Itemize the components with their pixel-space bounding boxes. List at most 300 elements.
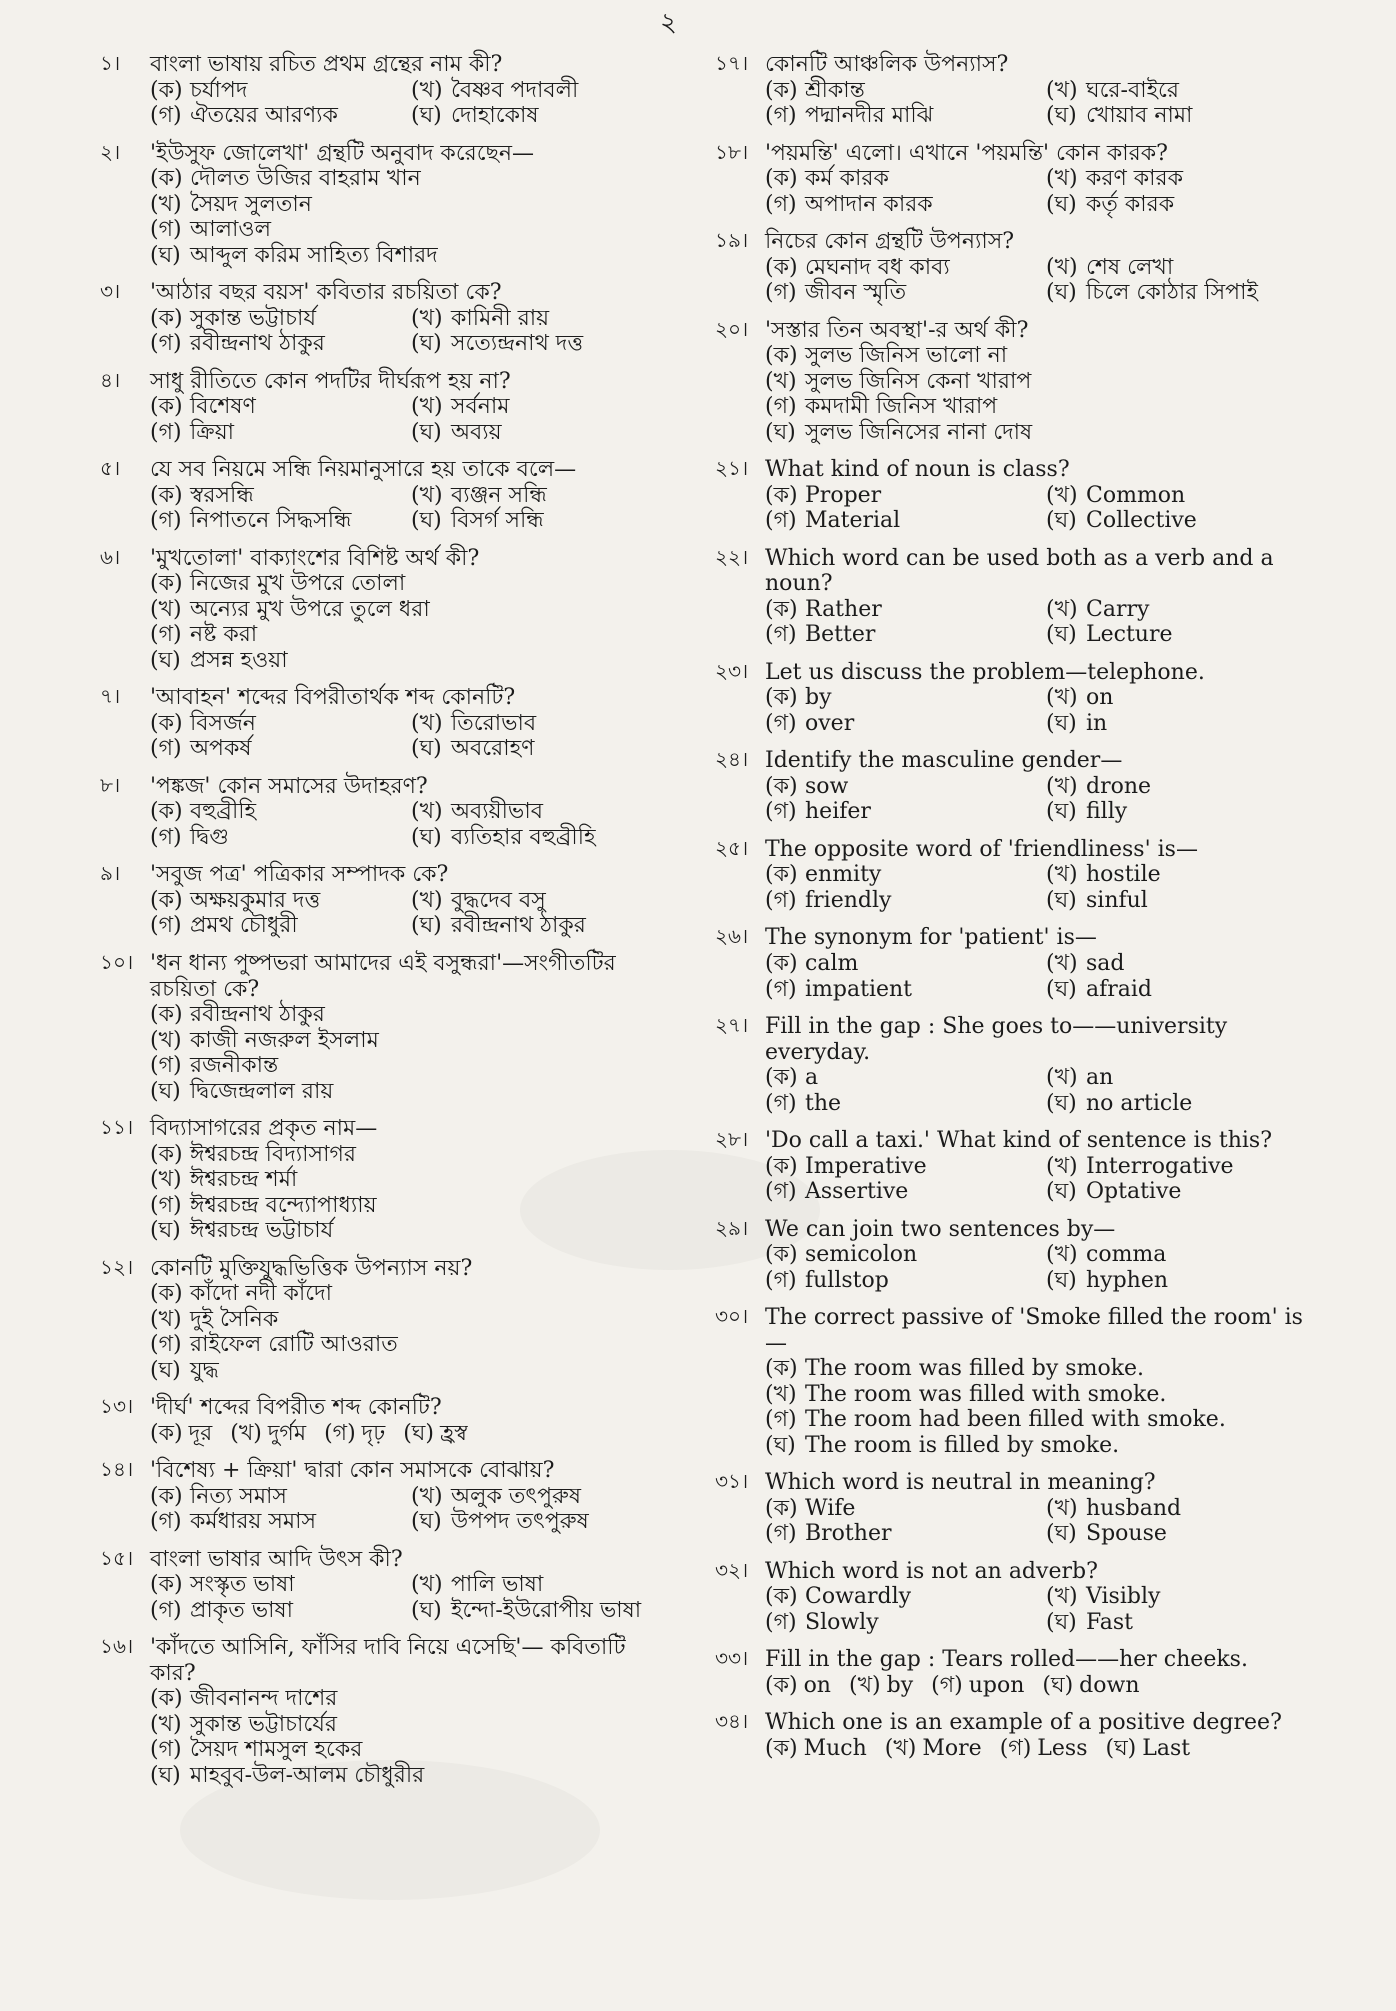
answer-options xyxy=(765,1242,1315,1293)
option-text: নিজের মুখ উপরে তোলা xyxy=(190,571,406,597)
answer-option[interactable] xyxy=(765,1065,1034,1091)
answer-option[interactable] xyxy=(765,369,1315,395)
answer-option[interactable] xyxy=(765,951,1034,977)
answer-option[interactable] xyxy=(1046,1065,1315,1091)
question-body xyxy=(765,546,1315,648)
question-number: ২১। xyxy=(715,456,749,481)
answer-option[interactable] xyxy=(411,306,660,332)
question-stem: বাংলা ভাষার আদি উৎস কী? xyxy=(150,1546,403,1572)
option-text: পদ্মানদীর মাঝি xyxy=(805,103,934,129)
option-text: Wife xyxy=(805,1495,856,1521)
option-text: ঘরে-বাইরে xyxy=(1086,77,1179,103)
answer-option[interactable] xyxy=(150,736,399,762)
answer-option[interactable] xyxy=(403,1421,467,1447)
answer-options xyxy=(150,711,660,762)
answer-option[interactable] xyxy=(150,1686,660,1712)
answer-options xyxy=(765,1673,1315,1699)
option-label: (খ) xyxy=(411,710,443,736)
answer-option[interactable] xyxy=(1046,685,1315,711)
answer-option[interactable] xyxy=(150,166,660,192)
question-number: ১। xyxy=(100,51,121,75)
answer-option[interactable] xyxy=(1046,1091,1315,1117)
answer-option[interactable] xyxy=(150,1193,660,1219)
option-label: (গ) xyxy=(765,1609,797,1635)
answer-option[interactable] xyxy=(150,1142,660,1168)
answer-option[interactable] xyxy=(150,1053,660,1079)
answer-options xyxy=(765,166,1315,217)
answer-option[interactable] xyxy=(765,343,1315,369)
answer-option[interactable] xyxy=(1046,1154,1315,1180)
answer-option[interactable] xyxy=(411,394,660,420)
answer-option[interactable] xyxy=(765,888,1034,914)
answer-option[interactable] xyxy=(765,1356,1315,1382)
answer-option[interactable] xyxy=(1046,597,1315,623)
answer-option[interactable] xyxy=(150,1332,660,1358)
answer-option[interactable] xyxy=(1046,1521,1315,1547)
question-item xyxy=(715,1559,1315,1636)
answer-options xyxy=(150,1484,660,1535)
question-item xyxy=(100,951,660,1104)
question-item xyxy=(100,862,660,939)
answer-option[interactable] xyxy=(1046,774,1315,800)
answer-option[interactable] xyxy=(765,420,1315,446)
option-label: (খ) xyxy=(1046,685,1078,711)
option-label: (ঘ) xyxy=(411,419,442,445)
option-text: The room had been filled with smoke. xyxy=(805,1407,1226,1433)
question-body xyxy=(765,229,1315,306)
answer-options xyxy=(765,1356,1315,1458)
answer-option[interactable] xyxy=(765,1382,1315,1408)
option-label: (ঘ) xyxy=(411,508,442,534)
question-number: ৩১। xyxy=(715,1469,749,1494)
answer-option[interactable] xyxy=(765,685,1034,711)
answer-option[interactable] xyxy=(1046,280,1315,306)
option-text: সুকান্ত ভট্টাচার্যের xyxy=(190,1711,337,1737)
question-stem: সাধু রীতিতে কোন পদটির দীর্ঘরূপ হয় না? xyxy=(150,368,511,394)
option-label: (খ) xyxy=(411,887,443,913)
option-text: তিরোভাব xyxy=(451,710,537,736)
option-text: অবরোহণ xyxy=(451,736,535,762)
answer-option[interactable] xyxy=(765,711,1034,737)
answer-option[interactable] xyxy=(411,508,660,534)
answer-option[interactable] xyxy=(765,1610,1034,1636)
answer-option[interactable] xyxy=(150,103,399,129)
answer-option[interactable] xyxy=(411,1484,660,1510)
option-text: জীবনানন্দ দাশের xyxy=(190,1686,338,1712)
option-text: দ্বিগু xyxy=(190,824,229,850)
option-text: ঈশ্বরচন্দ্র শর্মা xyxy=(190,1167,298,1193)
option-label: (গ) xyxy=(765,887,797,913)
option-text: শেষ লেখা xyxy=(1086,254,1174,280)
answer-option[interactable] xyxy=(150,1421,212,1447)
question-stem: বিদ্যাসাগরের প্রকৃত নাম— xyxy=(150,1116,378,1142)
answer-option[interactable] xyxy=(1042,1673,1139,1699)
option-label: (গ) xyxy=(150,419,182,445)
answer-option[interactable] xyxy=(1046,166,1315,192)
question-number: ২৩। xyxy=(715,658,749,683)
answer-option[interactable] xyxy=(150,648,660,674)
option-text: সুলভ জিনিসের নানা দোষ xyxy=(805,419,1033,445)
answer-option[interactable] xyxy=(150,217,660,243)
answer-option[interactable] xyxy=(765,483,1034,509)
answer-option[interactable] xyxy=(150,483,399,509)
option-label: (ক) xyxy=(765,1584,798,1610)
answer-option[interactable] xyxy=(765,255,1034,281)
answer-option[interactable] xyxy=(1046,977,1315,1003)
question-stem: Which word is neutral in meaning? xyxy=(765,1470,1156,1496)
answer-option[interactable] xyxy=(150,1572,399,1598)
answer-option[interactable] xyxy=(765,103,1034,129)
answer-option[interactable] xyxy=(1046,1242,1315,1268)
option-text: Less xyxy=(1037,1735,1088,1761)
answer-option[interactable] xyxy=(150,78,399,104)
answer-option[interactable] xyxy=(1046,711,1315,737)
answer-option[interactable] xyxy=(150,1598,399,1624)
answer-option[interactable] xyxy=(150,1358,660,1384)
answer-option[interactable] xyxy=(150,1028,660,1054)
answer-option[interactable] xyxy=(765,597,1034,623)
answer-option[interactable] xyxy=(411,103,660,129)
question-body xyxy=(150,774,660,851)
option-label: (গ) xyxy=(765,1407,797,1433)
option-text: by xyxy=(886,1672,914,1698)
answer-option[interactable] xyxy=(150,1712,660,1738)
option-text: প্রাকৃত ভাষা xyxy=(190,1597,293,1623)
option-label: (ঘ) xyxy=(411,103,442,129)
option-text: fullstop xyxy=(805,1267,889,1293)
option-text: Collective xyxy=(1086,508,1197,534)
answer-option[interactable] xyxy=(150,331,399,357)
answer-option[interactable] xyxy=(411,331,660,357)
question-body xyxy=(150,457,660,534)
answer-option[interactable] xyxy=(411,888,660,914)
question-stem: The synonym for 'patient' is— xyxy=(765,925,1097,951)
question-stem: Identify the masculine gender— xyxy=(765,748,1123,774)
answer-option[interactable] xyxy=(1046,1496,1315,1522)
option-text: comma xyxy=(1086,1242,1167,1268)
option-label: (ক) xyxy=(765,773,798,799)
option-text: Assertive xyxy=(805,1179,909,1205)
answer-option[interactable] xyxy=(1046,951,1315,977)
answer-option[interactable] xyxy=(1046,508,1315,534)
answer-option[interactable] xyxy=(1046,1179,1315,1205)
answer-option[interactable] xyxy=(765,1584,1034,1610)
option-text: Spouse xyxy=(1086,1521,1167,1547)
option-label: (ঘ) xyxy=(1046,976,1077,1002)
option-text: Imperative xyxy=(805,1153,927,1179)
question-number: ২২। xyxy=(715,544,749,569)
question-body xyxy=(150,280,660,357)
option-text: অক্ষয়কুমার দত্ত xyxy=(190,887,321,913)
option-label: (ক) xyxy=(765,685,798,711)
answer-option[interactable] xyxy=(150,888,399,914)
answer-option[interactable] xyxy=(931,1673,1024,1699)
question-body xyxy=(765,748,1315,825)
option-label: (গ) xyxy=(324,1420,356,1446)
answer-option[interactable] xyxy=(411,799,660,825)
option-label: (গ) xyxy=(999,1735,1032,1761)
answer-option[interactable] xyxy=(1106,1736,1191,1762)
option-text: ব্যঞ্জন সন্ধি xyxy=(451,482,547,508)
question-number: ১২। xyxy=(100,1254,134,1279)
answer-option[interactable] xyxy=(150,1737,660,1763)
option-label: (গ) xyxy=(150,1053,182,1079)
option-text: ঈশ্বরচন্দ্র ভট্টাচার্য xyxy=(190,1218,334,1244)
answer-option[interactable] xyxy=(765,1736,867,1762)
answer-option[interactable] xyxy=(411,420,660,446)
option-label: (ঘ) xyxy=(1046,1179,1077,1205)
question-body xyxy=(765,1647,1315,1698)
answer-option[interactable] xyxy=(150,306,399,332)
option-text: নিত্য সমাস xyxy=(190,1483,287,1509)
option-label: (খ) xyxy=(411,1572,443,1598)
question-body xyxy=(765,837,1315,914)
option-text: কাঁদো নদী কাঁদো xyxy=(190,1281,333,1307)
answer-option[interactable] xyxy=(324,1421,385,1447)
question-item xyxy=(100,369,660,446)
answer-option[interactable] xyxy=(411,1572,660,1598)
question-number: ৪। xyxy=(100,367,121,392)
answer-option[interactable] xyxy=(150,1763,660,1789)
answer-option[interactable] xyxy=(1046,255,1315,281)
answer-option[interactable] xyxy=(765,1091,1034,1117)
answer-option[interactable] xyxy=(765,1433,1315,1459)
option-text: hostile xyxy=(1086,862,1161,888)
question-stem: 'বিশেষ্য + ক্রিয়া' দ্বারা কোন সমাসকে বোঝায়? xyxy=(150,1458,555,1484)
answer-option[interactable] xyxy=(150,508,399,534)
option-label: (ঘ) xyxy=(1046,103,1077,129)
answer-option[interactable] xyxy=(765,774,1034,800)
answer-option[interactable] xyxy=(765,1268,1034,1294)
option-label: (ঘ) xyxy=(411,331,442,357)
answer-option[interactable] xyxy=(1000,1736,1088,1762)
option-text: Visibly xyxy=(1086,1584,1161,1610)
answer-option[interactable] xyxy=(150,799,399,825)
answer-option[interactable] xyxy=(1046,799,1315,825)
answer-option[interactable] xyxy=(1046,483,1315,509)
question-stem: 'দীর্ঘ' শব্দের বিপরীত শব্দ কোনটি? xyxy=(150,1395,442,1421)
answer-option[interactable] xyxy=(765,192,1034,218)
option-label: (খ) xyxy=(411,799,443,825)
question-item xyxy=(715,318,1315,446)
question-number: ২। xyxy=(100,139,121,164)
answer-option[interactable] xyxy=(765,508,1034,534)
answer-option[interactable] xyxy=(1046,1584,1315,1610)
option-label: (গ) xyxy=(765,1179,797,1205)
answer-option[interactable] xyxy=(1046,1268,1315,1294)
option-text: শ্রীকান্ত xyxy=(805,77,865,103)
option-label: (খ) xyxy=(1046,1065,1078,1091)
question-item xyxy=(715,141,1315,218)
option-label: (গ) xyxy=(765,1521,797,1547)
answer-option[interactable] xyxy=(150,711,399,737)
answer-option[interactable] xyxy=(150,1167,660,1193)
answer-options xyxy=(765,774,1315,825)
answer-option[interactable] xyxy=(150,1079,660,1105)
question-number: ১৬। xyxy=(100,1634,134,1659)
question-item xyxy=(100,546,660,674)
answer-option[interactable] xyxy=(765,1673,831,1699)
answer-option[interactable] xyxy=(765,862,1034,888)
option-text: দুর্গম xyxy=(267,1420,307,1446)
option-text: impatient xyxy=(805,976,913,1002)
answer-option[interactable] xyxy=(150,622,660,648)
answer-option[interactable] xyxy=(1046,888,1315,914)
option-text: afraid xyxy=(1086,976,1153,1002)
answer-option[interactable] xyxy=(411,736,660,762)
option-label: (খ) xyxy=(1046,166,1078,192)
answer-option[interactable] xyxy=(230,1421,306,1447)
option-text: Better xyxy=(805,622,876,648)
option-label: (খ) xyxy=(1046,1242,1078,1268)
question-body xyxy=(765,1014,1315,1116)
answer-option[interactable] xyxy=(411,711,660,737)
option-text: চর্যাপদ xyxy=(190,77,248,103)
option-label: (ঘ) xyxy=(411,913,442,939)
answer-options xyxy=(150,166,660,268)
option-label: (খ) xyxy=(411,1483,443,1509)
right-column xyxy=(715,52,1315,1773)
question-number: ৯। xyxy=(100,861,121,886)
answer-option[interactable] xyxy=(411,78,660,104)
answer-option[interactable] xyxy=(765,1407,1315,1433)
option-text: Proper xyxy=(805,482,882,508)
answer-option[interactable] xyxy=(150,1484,399,1510)
answer-option[interactable] xyxy=(411,825,660,851)
answer-option[interactable] xyxy=(150,597,660,623)
option-label: (ঘ) xyxy=(150,1078,181,1104)
answer-option[interactable] xyxy=(1046,862,1315,888)
answer-option[interactable] xyxy=(765,1496,1034,1522)
option-text: করণ কারক xyxy=(1086,166,1184,192)
question-body xyxy=(150,52,660,129)
answer-option[interactable] xyxy=(1046,192,1315,218)
option-text: an xyxy=(1086,1065,1114,1091)
option-text: sinful xyxy=(1086,887,1148,913)
option-label: (খ) xyxy=(411,482,443,508)
question-stem: নিচের কোন গ্রন্থটি উপন্যাস? xyxy=(765,229,1015,255)
answer-option[interactable] xyxy=(150,571,660,597)
answer-option[interactable] xyxy=(411,1598,660,1624)
option-label: (খ) xyxy=(150,1306,182,1332)
option-label: (ঘ) xyxy=(1046,508,1077,534)
question-body xyxy=(765,1559,1315,1636)
answer-option[interactable] xyxy=(150,1218,660,1244)
answer-option[interactable] xyxy=(150,394,399,420)
option-label: (গ) xyxy=(765,622,797,648)
option-label: (খ) xyxy=(411,394,443,420)
option-label: (ক) xyxy=(765,950,798,976)
question-number: ১৮। xyxy=(715,139,749,164)
option-label: (খ) xyxy=(1046,773,1078,799)
answer-option[interactable] xyxy=(411,483,660,509)
answer-option[interactable] xyxy=(150,243,660,269)
answer-option[interactable] xyxy=(150,420,399,446)
answer-option[interactable] xyxy=(1046,78,1315,104)
option-text: Fast xyxy=(1086,1609,1134,1635)
option-text: চিলে কোঠার সিপাই xyxy=(1086,280,1258,306)
option-text: অলুক তৎপুরুষ xyxy=(451,1483,582,1509)
option-label: (গ) xyxy=(150,622,182,648)
option-label: (ক) xyxy=(765,862,798,888)
answer-option[interactable] xyxy=(765,1154,1034,1180)
answer-option[interactable] xyxy=(885,1736,982,1762)
option-label: (গ) xyxy=(765,280,797,306)
answer-option[interactable] xyxy=(411,1509,660,1535)
question-number: ১৩। xyxy=(100,1394,134,1419)
answer-option[interactable] xyxy=(765,394,1315,420)
option-label: (গ) xyxy=(150,1597,182,1623)
question-body xyxy=(765,1470,1315,1547)
question-body xyxy=(150,1116,660,1244)
option-label: (ক) xyxy=(765,166,798,192)
option-text: sow xyxy=(805,773,849,799)
option-text: সর্বনাম xyxy=(451,394,510,420)
answer-option[interactable] xyxy=(765,280,1034,306)
question-item xyxy=(100,1395,660,1446)
answer-option[interactable] xyxy=(765,1179,1034,1205)
answer-option[interactable] xyxy=(150,1509,399,1535)
option-text: সুলভ জিনিস ভালো না xyxy=(805,343,1008,369)
answer-option[interactable] xyxy=(1046,1610,1315,1636)
answer-option[interactable] xyxy=(765,622,1034,648)
option-label: (ঘ) xyxy=(1046,1267,1077,1293)
answer-option[interactable] xyxy=(150,1307,660,1333)
answer-option[interactable] xyxy=(765,166,1034,192)
option-label: (গ) xyxy=(931,1672,963,1698)
option-label: (ক) xyxy=(765,77,798,103)
answer-option[interactable] xyxy=(150,192,660,218)
option-label: (ঘ) xyxy=(1046,280,1077,306)
question-body xyxy=(765,457,1315,534)
answer-options xyxy=(765,685,1315,736)
option-label: (গ) xyxy=(765,103,797,129)
question-body xyxy=(150,141,660,269)
question-body xyxy=(765,318,1315,446)
question-body xyxy=(150,546,660,674)
question-item xyxy=(715,1710,1315,1761)
answer-option[interactable] xyxy=(1046,622,1315,648)
answer-option[interactable] xyxy=(1046,103,1315,129)
option-label: (ক) xyxy=(765,1065,798,1091)
answer-option[interactable] xyxy=(411,913,660,939)
option-text: More xyxy=(922,1735,982,1761)
question-item xyxy=(100,1256,660,1384)
answer-options xyxy=(150,571,660,673)
answer-option[interactable] xyxy=(765,78,1034,104)
option-text: দৃঢ় xyxy=(361,1420,386,1446)
answer-option[interactable] xyxy=(150,825,399,851)
answer-option[interactable] xyxy=(765,977,1034,1003)
answer-option[interactable] xyxy=(765,1521,1034,1547)
option-text: enmity xyxy=(805,862,882,888)
option-text: filly xyxy=(1086,799,1128,825)
question-number: ১৭। xyxy=(715,51,749,75)
answer-options xyxy=(150,1572,660,1623)
answer-option[interactable] xyxy=(150,913,399,939)
answer-option[interactable] xyxy=(765,799,1034,825)
option-text: সংস্কৃত ভাষা xyxy=(190,1572,295,1598)
answer-option[interactable] xyxy=(150,1281,660,1307)
question-stem: The opposite word of 'friendliness' is— xyxy=(765,836,1198,862)
question-body xyxy=(150,1395,660,1446)
answer-option[interactable] xyxy=(150,1002,660,1028)
answer-option[interactable] xyxy=(765,1242,1034,1268)
answer-option[interactable] xyxy=(849,1673,913,1699)
option-text: semicolon xyxy=(805,1242,918,1268)
option-label: (গ) xyxy=(150,913,182,939)
option-label: (ঘ) xyxy=(150,242,181,268)
